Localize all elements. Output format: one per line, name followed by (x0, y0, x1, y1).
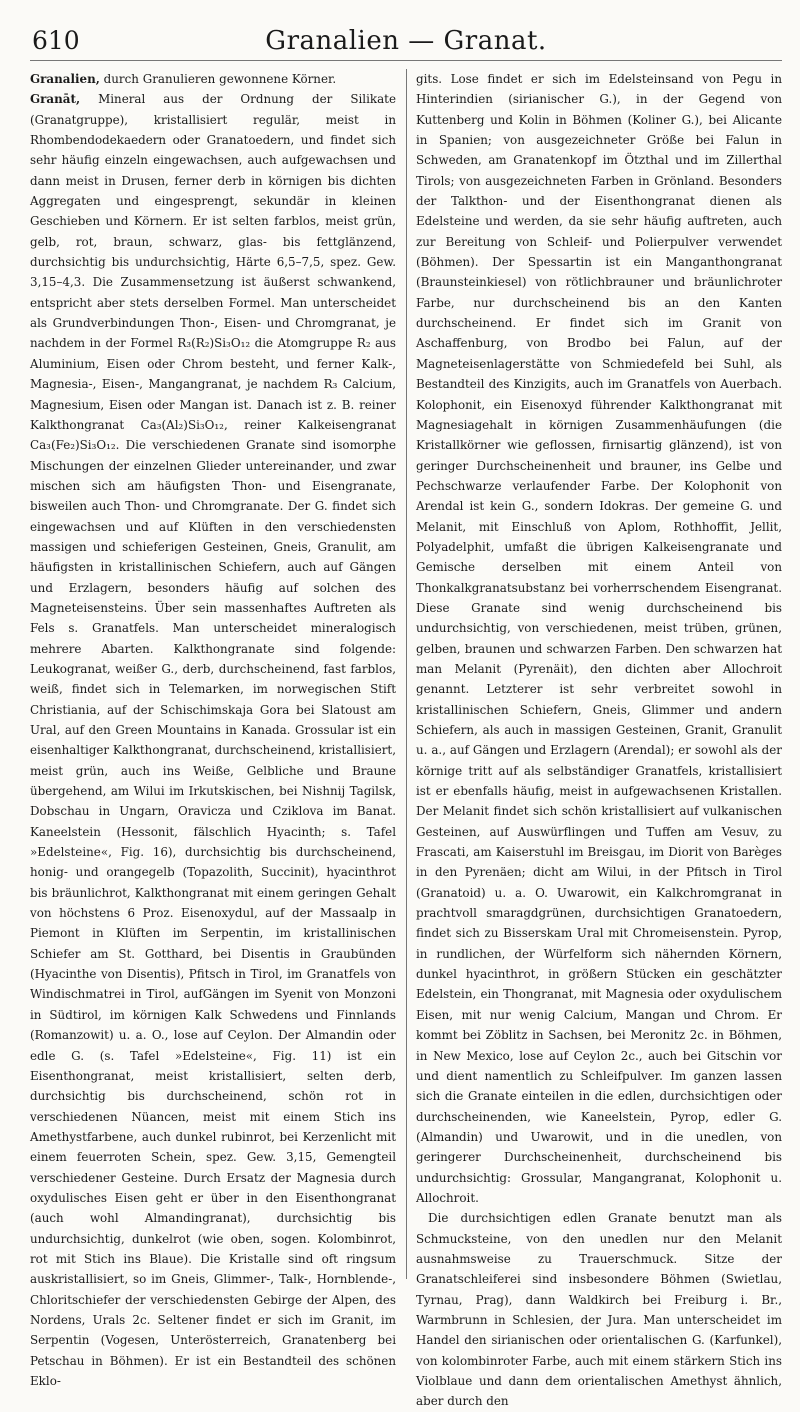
page-header (30, 16, 782, 61)
column-divider (406, 69, 407, 1279)
page-number: 610 (32, 26, 80, 55)
running-head: Granalien — Granat. (265, 26, 547, 56)
right-column (416, 69, 782, 1409)
entry-term: Granāt, (30, 92, 81, 107)
entry-term: Granalien, (30, 72, 100, 86)
entry-granalien (30, 69, 396, 89)
entry-text: Mineral aus der Ordnung der Silikate (Granatgruppe), kristallisiert regulär, meist in Rhombendodekaedern oder Granatoedern, und findet sich sehr häufig einzeln eingewachsen, auch aufgewachsen und dann meist in Drusen, ferner derb in körnigen bis dichten Aggregaten und eingesprengt, sekundär in kleinen Geschieben und Körnern. Er ist selten farblos, meist grün, gelb, rot, braun, schwarz, glas- bis fettglänzend, durchsichtig bis undurchsichtig, Härte 6,5–7,5, spez. Gew. 3,15–4,3. Die Zusammensetzung ist äußerst schwankend, entspricht aber stets derselben Formel. Man unterscheidet als Grundverbindungen Thon-, Eisen- und Chromgranat, je nachdem in der Formel R₃(R₂)Si₃O₁₂ die Atomgruppe R₂ aus Aluminium, Eisen oder Chrom besteht, und ferner Kalk-, Magnesia-, Eisen-, Mangangranat, je nachdem R₃ Calcium, Magnesium, Eisen oder Mangan ist. Danach ist z. B. reiner Kalkthongranat Ca₃(Al₂)Si₃O₁₂, reiner Kalkeisengranat Ca₃(Fe₂)Si₃O₁₂. Die verschiedenen Granate sind isomorphe Mischungen der einzelnen Glieder untereinander, und zwar mischen sich am häufigsten Thon- und Eisengranate, bisweilen auch Thon- und Chromgranate. Der G. findet sich eingewachsen und auf Klüften in den verschiedensten massigen und schieferigen Gesteinen, Gneis, Granulit, am häufigsten in kristallinischen Schiefern, auch auf Gängen und Erzlagern, besonders häufig auf solchen des Magneteisensteins. Über sein massenhaftes Auftreten als Fels s. Granatfels. Man unterscheidet mineralogisch mehrere Abarten. Kalkthongranate sind folgende: Leukogranat, weißer G., derb, durchscheinend, fast farblos, weiß, findet sich in Telemarken, im norwegischen Stift Christiania, auf der Schischimskaja Gora bei Slatoust am Ural, auf den Green Mountains in Kanada. Grossular ist ein eisenhaltiger Kalkthongranat, durchscheinend, kristallisiert, meist grün, auch ins Weiße, Gelbliche und Braune übergehend, am Wilui im Irkutskischen, bei Nishnij Tagilsk, Dobschau in Ungarn, Oravicza und Cziklova im Banat. Kaneelstein (Hessonit, fälschlich Hyacinth; s. Tafel »Edelsteine«, Fig. 16), durchsichtig bis durchscheinend, honig- und orangegelb (Topazolith, Succinit), hyacinthrot bis bräunlichrot, Kalkthongranat mit einem geringen Gehalt von höchstens 6 Proz. Eisenoxydul, auf der Massaalp in Piemont in Klüften im Serpentin, im kristallinischen Schiefer am St. Gotthard, bei Disentis in Graubünden (Hyacinthe von Disentis), Pfitsch in Tirol, im Granatfels von Windischmatrei in Tirol, aufGängen im Syenit von Monzoni in Südtirol, im körnigen Kalk Schwedens und Finnlands (Romanzowit) u. a. O., lose auf Ceylon. Der Almandin oder edle G. (s. Tafel »Edelsteine«, Fig. 11) ist ein Eisenthongranat, meist kristallisiert, selten derb, durchsichtig bis durchscheinend, schön rot in verschiedenen Nüancen, meist mit einem Stich ins Amethystfarbene, auch dunkel rubinrot, bei Kerzenlicht mit einem feuerroten Schein, spez. Gew. 3,15, Gemengteil verschiedener Gesteine. Durch Ersatz der Magnesia durch oxydulisches Eisen geht er über in den Eisenthongranat (auch wohl Almandingranat), durchsichtig bis undurchsichtig, dunkelrot (wie oben, sogen. Kolombinrot, rot mit Stich ins Blaue). Die Kristalle sind oft ringsum auskristallisiert, so im Gneis, Glimmer-, Talk-, Hornblende-, Chloritschiefer der verschiedensten Gebirge der Alpen, des Nordens, Urals 2c. Seltener findet er sich im Granit, im Serpentin (Vogesen, Unterösterreich, Granatenberg bei Petschau in Böhmen). Er ist ein Bestandteil des schönen Eklo- (30, 92, 396, 1388)
entry-text: durch Granulieren gewonnene Körner. (99, 72, 337, 86)
entry-granat (30, 89, 396, 1391)
text-columns (30, 69, 782, 1409)
paragraph-usage (416, 1208, 782, 1411)
entry-text: gits. Lose findet er sich im Edelsteinsand von Pegu in Hinterindien (sirianischer G.), in der Gegend von Kuttenberg und Kolin in Böhmen (Koliner G.), bei Alicante in Spanien; von ausgezeichneter Größe bei Falun in Schweden, am Granatenkopf im Ötzthal und im Zillerthal Tirols; von ausgezeichneten Farben in Grönland. Besonders der Talkthon- und der Eisenthongranat dienen als Edelsteine und werden, da sie sehr häufig auftreten, auch zur Bereitung von Schleif- und Polierpulver verwendet (Böhmen). Der Spessartin ist ein Manganthongranat (Braunsteinkiesel) von rötlichbrauner und bräunlichroter Farbe, nur durchscheinend bis an den Kanten durchscheinend. Er findet sich im Granit von Aschaffenburg, von Brodbo bei Falun, auf der Magneteisenlagerstätte von Schmiedefeld bei Suhl, als Bestandteil des Kinzigits, auch im Granatfels von Auerbach. Kolophonit, ein Eisenoxyd führender Kalkthongranat mit Magnesiagehalt in körnigen Zusammenhäufungen (die Kristallkörner wie geflossen, firnisartig glänzend), ist von geringer Durchscheinenheit und brauner, ins Gelbe und Pechschwarze verlaufender Farbe. Der Kolophonit von Arendal ist kein G., sondern Idokras. Der gemeine G. und Melanit, mit Einschluß von Aplom, Rothhoffit, Jellit, Polyadelphit, umfaßt die übrigen Kalkeisengranate und Gemische derselben mit einem Anteil von Thonkalkgranatsubstanz bei vorherrschendem Eisengranat. Diese Granate sind wenig durchscheinend bis undurchsichtig, von verschiedenen, meist trüben, grünen, gelben, braunen und schwarzen Farben. Den schwarzen hat man Melanit (Pyrenäit), den dichten aber Allochroit genannt. Letzterer ist sehr verbreitet sowohl in kristallinischen Schiefern, Gneis, Glimmer und andern Schiefern, als auch in massigen Gesteinen, Granit, Granulit u. a., auf Gängen und Erzlagern (Arendal); er sowohl als der körnige tritt auf als selbständiger Granatfels, kristallisiert ist er ebenfalls häufig, meist in aufgewachsenen Kristallen. Der Melanit findet sich schön kristallisiert auf vulkanischen Gesteinen, auf Auswürflingen und Tuffen am Vesuv, zu Frascati, am Kaiserstuhl im Breisgau, im Diorit von Barèges in den Pyrenäen; dicht am Wilui, in der Pfitsch in Tirol (Granatoid) u. a. O. Uwarowit, ein Kalkchromgranat in prachtvoll smaragdgrünen, durchsichtigen Granatoedern, findet sich zu Bisserskam Ural mit Chromeisenstein. Pyrop, in rundlichen, der Würfelform sich nähernden Körnern, dunkel hyacinthrot, in größern Stücken ein geschätzter Edelstein, ein Thongranat, mit Magnesia oder oxydulischem Eisen, mit nur wenig Calcium, Mangan und Chrom. Er kommt bei Zöblitz in Sachsen, bei Meronitz 2c. in Böhmen, in New Mexico, lose auf Ceylon 2c., auch bei Gitschin vor und dient namentlich zu Schleifpulver. Im ganzen lassen sich die Granate einteilen in die edlen, durchsichtigen oder durchscheinenden, wie Kaneelstein, Pyrop, edler G. (Almandin) und Uwarowit, und in die unedlen, von geringerer Durchscheinenheit, durchscheinend bis undurchsichtig: Grossular, Mangangranat, Kolophonit u. Allochroit. (416, 72, 782, 1205)
entry-text: Die durchsichtigen edlen Granate benutzt man als Schmucksteine, von den unedlen nur den Melanit ausnahmsweise zu Trauerschmuck. Sitze der Granatschleiferei sind insbesondere Böhmen (Swietlau, Tyrnau, Prag), dann Waldkirch bei Freiburg i. Br., Warmbrunn in Schlesien, der Jura. Man unterscheidet im Handel den sirianischen oder orientalischen G. (Karfunkel), von kolombinroter Farbe, auch mit einem stärkern Stich ins Violblaue und dann dem orientalischen Amethyst ähnlich, aber durch den (416, 1211, 782, 1409)
left-column (30, 69, 396, 1388)
entry-continuation (416, 69, 782, 1208)
